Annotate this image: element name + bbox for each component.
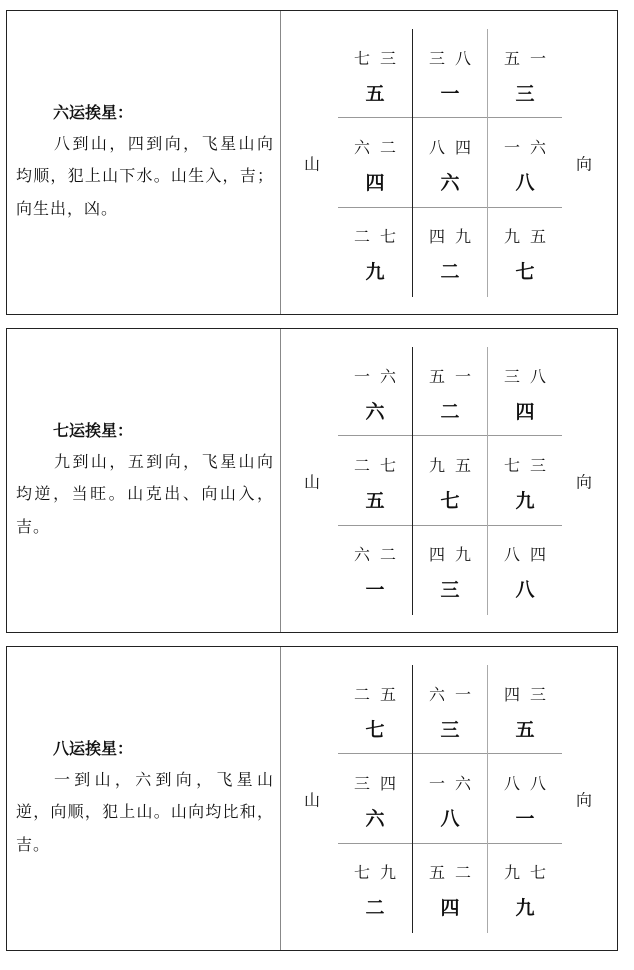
mountain-star: 二 bbox=[353, 227, 370, 246]
grid-cell bbox=[338, 29, 412, 118]
grid-cell bbox=[413, 207, 487, 296]
mountain-star: 七 bbox=[353, 863, 370, 882]
mountain-star: 八 bbox=[503, 774, 520, 793]
star-pair bbox=[488, 224, 562, 247]
mountain-star: 一 bbox=[428, 774, 445, 793]
panel-divider bbox=[280, 647, 281, 950]
grid-cell bbox=[488, 29, 562, 118]
facing-star: 六 bbox=[529, 138, 546, 157]
period-star: 九 bbox=[365, 261, 385, 283]
chart-panel bbox=[6, 10, 618, 315]
star-pair bbox=[413, 46, 487, 69]
star-pair bbox=[413, 135, 487, 158]
grid-cell bbox=[413, 754, 487, 843]
period-star: 二 bbox=[365, 897, 385, 919]
panel-text bbox=[16, 647, 274, 950]
facing-star: 八 bbox=[529, 367, 546, 386]
mountain-star: 四 bbox=[428, 545, 445, 564]
grid-cell bbox=[338, 665, 412, 754]
grid-cell bbox=[413, 347, 487, 436]
facing-star: 五 bbox=[454, 456, 471, 475]
grid-cell bbox=[488, 754, 562, 843]
period-star: 一 bbox=[365, 579, 385, 601]
star-pair bbox=[338, 135, 412, 158]
grid-cell bbox=[488, 665, 562, 754]
mountain-star: 二 bbox=[353, 456, 370, 475]
grid-cell bbox=[413, 525, 487, 614]
mountain-label: 山 bbox=[304, 154, 321, 173]
panel-text bbox=[16, 11, 274, 314]
grid-cell bbox=[338, 118, 412, 207]
grid-cell bbox=[488, 436, 562, 525]
star-pair bbox=[338, 364, 412, 387]
period-star: 八 bbox=[515, 172, 535, 194]
panel-title: 八运挨星： bbox=[53, 738, 134, 758]
star-pair bbox=[413, 542, 487, 565]
facing-star: 八 bbox=[529, 774, 546, 793]
star-pair bbox=[413, 453, 487, 476]
facing-star: 五 bbox=[529, 227, 546, 246]
star-pair bbox=[338, 46, 412, 69]
star-pair bbox=[413, 771, 487, 794]
facing-star: 九 bbox=[379, 863, 396, 882]
grid-cell bbox=[413, 118, 487, 207]
mountain-star: 四 bbox=[428, 227, 445, 246]
mountain-star: 六 bbox=[353, 138, 370, 157]
star-pair bbox=[488, 453, 562, 476]
mountain-star: 八 bbox=[503, 545, 520, 564]
facing-star: 四 bbox=[454, 138, 471, 157]
star-pair bbox=[488, 860, 562, 883]
facing-star: 一 bbox=[454, 685, 471, 704]
facing-star: 七 bbox=[379, 227, 396, 246]
period-star: 九 bbox=[515, 897, 535, 919]
panel-divider bbox=[280, 11, 281, 314]
period-star: 二 bbox=[440, 401, 460, 423]
panel-description: 八到山，四到向，飞星山向均顺，犯上山下水。山生入，吉；向生出，凶。 bbox=[16, 133, 274, 218]
facing-label: 向 bbox=[576, 154, 593, 173]
chart-panel bbox=[6, 328, 618, 633]
star-pair bbox=[338, 224, 412, 247]
facing-star: 五 bbox=[379, 685, 396, 704]
mountain-star: 二 bbox=[353, 685, 370, 704]
facing-star: 二 bbox=[379, 138, 396, 157]
star-pair bbox=[488, 682, 562, 705]
mountain-label: 山 bbox=[304, 472, 321, 491]
facing-star: 二 bbox=[454, 863, 471, 882]
star-pair bbox=[338, 860, 412, 883]
mountain-star: 三 bbox=[428, 49, 445, 68]
grid-cell bbox=[338, 436, 412, 525]
star-pair bbox=[488, 135, 562, 158]
grid-cell bbox=[338, 525, 412, 614]
period-star: 六 bbox=[365, 401, 385, 423]
flying-star-grid bbox=[338, 665, 562, 933]
grid-cell bbox=[338, 347, 412, 436]
facing-star: 九 bbox=[454, 545, 471, 564]
star-pair bbox=[488, 542, 562, 565]
facing-label: 向 bbox=[576, 472, 593, 491]
period-star: 四 bbox=[515, 401, 535, 423]
mountain-star: 六 bbox=[428, 685, 445, 704]
grid-cell bbox=[413, 665, 487, 754]
facing-star: 八 bbox=[454, 49, 471, 68]
facing-label: 向 bbox=[576, 790, 593, 809]
facing-star: 三 bbox=[529, 456, 546, 475]
period-star: 三 bbox=[515, 83, 535, 105]
period-star: 九 bbox=[515, 490, 535, 512]
period-star: 三 bbox=[440, 719, 460, 741]
mountain-star: 四 bbox=[503, 685, 520, 704]
mountain-star: 八 bbox=[428, 138, 445, 157]
flying-star-grid bbox=[338, 347, 562, 615]
star-pair bbox=[338, 453, 412, 476]
mountain-star: 九 bbox=[428, 456, 445, 475]
period-star: 三 bbox=[440, 579, 460, 601]
facing-star: 七 bbox=[379, 456, 396, 475]
facing-star: 二 bbox=[379, 545, 396, 564]
panel-description: 一到山，六到向，飞星山逆，向顺，犯上山。山向均比和，吉。 bbox=[16, 769, 274, 854]
grid-cell bbox=[488, 525, 562, 614]
facing-star: 九 bbox=[454, 227, 471, 246]
facing-star: 四 bbox=[529, 545, 546, 564]
mountain-label: 山 bbox=[304, 790, 321, 809]
mountain-star: 六 bbox=[353, 545, 370, 564]
period-star: 五 bbox=[515, 719, 535, 741]
mountain-star: 三 bbox=[353, 774, 370, 793]
grid-cell bbox=[488, 843, 562, 932]
period-star: 四 bbox=[440, 897, 460, 919]
facing-star: 六 bbox=[454, 774, 471, 793]
grid-cell bbox=[413, 843, 487, 932]
star-pair bbox=[338, 682, 412, 705]
grid-cell bbox=[488, 347, 562, 436]
grid-cell bbox=[338, 207, 412, 296]
facing-star: 一 bbox=[454, 367, 471, 386]
grid-cell bbox=[488, 207, 562, 296]
period-star: 八 bbox=[440, 808, 460, 830]
chart-panel bbox=[6, 646, 618, 951]
period-star: 六 bbox=[440, 172, 460, 194]
period-star: 一 bbox=[440, 83, 460, 105]
period-star: 七 bbox=[365, 719, 385, 741]
star-pair bbox=[488, 771, 562, 794]
mountain-star: 七 bbox=[353, 49, 370, 68]
star-pair bbox=[338, 542, 412, 565]
facing-star: 六 bbox=[379, 367, 396, 386]
mountain-star: 九 bbox=[503, 863, 520, 882]
facing-star: 一 bbox=[529, 49, 546, 68]
panel-divider bbox=[280, 329, 281, 632]
grid-cell bbox=[338, 843, 412, 932]
facing-star: 七 bbox=[529, 863, 546, 882]
period-star: 六 bbox=[365, 808, 385, 830]
star-pair bbox=[413, 860, 487, 883]
flying-star-grid bbox=[338, 29, 562, 297]
panel-text bbox=[16, 329, 274, 632]
grid-cell bbox=[488, 118, 562, 207]
panel-description: 九到山，五到向，飞星山向均逆，当旺。山克出、向山入，吉。 bbox=[16, 451, 274, 536]
facing-star: 三 bbox=[529, 685, 546, 704]
facing-star: 三 bbox=[379, 49, 396, 68]
grid-cell bbox=[338, 754, 412, 843]
star-pair bbox=[413, 682, 487, 705]
mountain-star: 五 bbox=[428, 863, 445, 882]
period-star: 五 bbox=[365, 83, 385, 105]
grid-cell bbox=[413, 29, 487, 118]
star-pair bbox=[338, 771, 412, 794]
mountain-star: 五 bbox=[503, 49, 520, 68]
panel-title: 七运挨星： bbox=[53, 420, 134, 440]
period-star: 七 bbox=[515, 261, 535, 283]
mountain-star: 九 bbox=[503, 227, 520, 246]
mountain-star: 五 bbox=[428, 367, 445, 386]
mountain-star: 一 bbox=[503, 138, 520, 157]
period-star: 七 bbox=[440, 490, 460, 512]
star-pair bbox=[413, 364, 487, 387]
grid-cell bbox=[413, 436, 487, 525]
panel-title: 六运挨星： bbox=[53, 102, 134, 122]
period-star: 五 bbox=[365, 490, 385, 512]
facing-star: 四 bbox=[379, 774, 396, 793]
period-star: 一 bbox=[515, 808, 535, 830]
period-star: 四 bbox=[365, 172, 385, 194]
star-pair bbox=[488, 364, 562, 387]
star-pair bbox=[413, 224, 487, 247]
mountain-star: 一 bbox=[353, 367, 370, 386]
period-star: 八 bbox=[515, 579, 535, 601]
star-pair bbox=[488, 46, 562, 69]
period-star: 二 bbox=[440, 261, 460, 283]
mountain-star: 七 bbox=[503, 456, 520, 475]
mountain-star: 三 bbox=[503, 367, 520, 386]
